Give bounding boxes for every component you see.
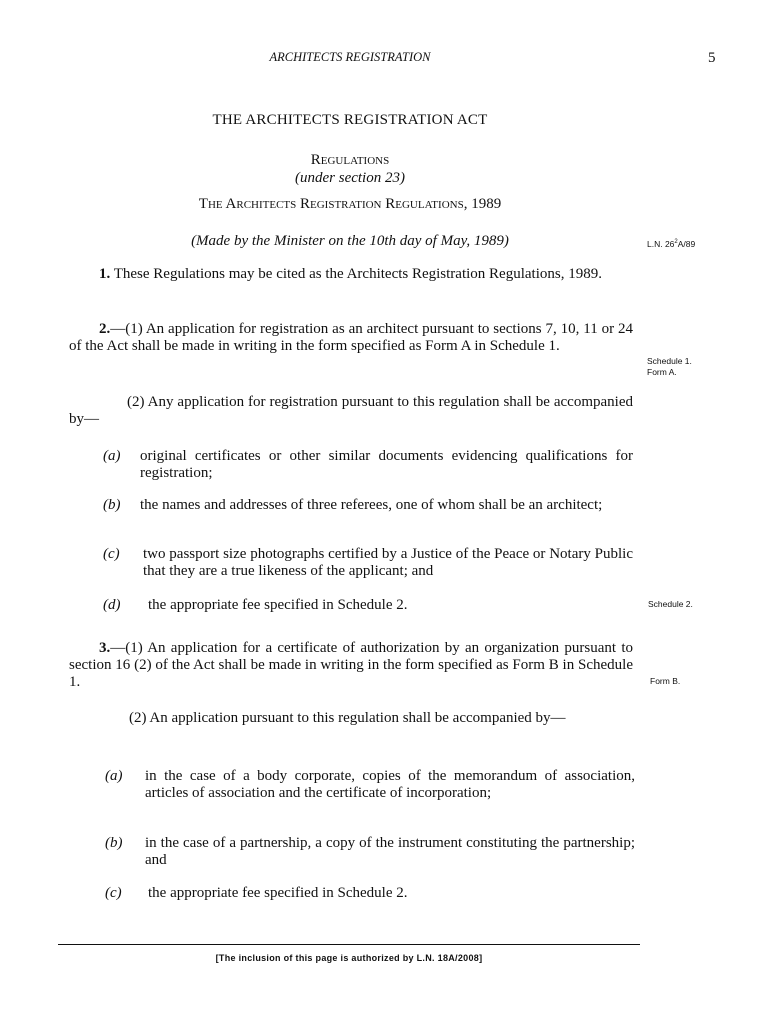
regulation-2-sub2: (2) Any application for registration pursuant to this regulation shall be accompanied by—: [69, 394, 633, 427]
regulation-3-item-c: [105, 885, 635, 903]
margin-note-form-a: Form A.: [647, 367, 677, 377]
regulation-2-item-d: [103, 597, 633, 615]
regulations-heading: Regulations: [310, 152, 390, 168]
regulation-2-number: 2.: [99, 321, 111, 337]
regulation-2-sub1: [69, 321, 633, 355]
running-header: ARCHITECTS REGISTRATION: [269, 50, 431, 64]
regulation-3-sub1-text: An application for a certificate of authorization by an organization pursuant to section 16 (2) of the Act shall be made in writing in the form specified as Form B in Schedule 1.: [69, 640, 633, 690]
under-section-note: (under section 23): [295, 170, 405, 186]
regulations-title: The Architects Registration Regulations, 1989: [198, 196, 502, 212]
footer-authorization-note: [The inclusion of this page is authorized by L.N. 18A/2008]: [215, 953, 483, 963]
regulation-1-number: 1.: [99, 266, 111, 282]
item-label: (a): [105, 768, 123, 784]
regulation-1: [69, 266, 633, 283]
item-text: the appropriate fee specified in Schedule 2.: [148, 885, 408, 901]
margin-note-ln-sup: 2: [674, 239, 678, 245]
margin-note-ln-text: L.N. 26: [647, 238, 675, 249]
item-text: in the case of a partnership, a copy of the instrument constituting the partnership; and: [145, 835, 635, 868]
page-number: 5: [708, 50, 716, 66]
regulation-3-sub1: [69, 640, 633, 691]
item-label: (c): [103, 546, 120, 562]
margin-note-ln-tail: A/89: [677, 238, 696, 249]
regulation-2-item-c: [103, 546, 633, 582]
made-by-note: (Made by the Minister on the 10th day of May, 1989): [191, 233, 509, 249]
regulation-2-item-b: [103, 497, 633, 533]
regulation-3-sub2: (2) An application pursuant to this regulation shall be accompanied by—: [129, 710, 566, 726]
item-text: in the case of a body corporate, copies of the memorandum of association, articles of association and the certificate of incorporation;: [145, 768, 635, 801]
item-label: (c): [105, 885, 122, 901]
item-label: (a): [103, 448, 121, 464]
regulation-3-number: 3.: [99, 640, 111, 656]
regulation-3-sub1-prefix: —(1): [110, 640, 143, 656]
act-title: THE ARCHITECTS REGISTRATION ACT: [212, 112, 488, 128]
regulation-2-sub1-text: An application for registration as an architect pursuant to sections 7, 10, 11 or 24 of the Act shall be made in writing in the form specified as Form A in Schedule 1.: [69, 321, 633, 354]
item-label: (b): [103, 497, 121, 513]
item-text: the names and addresses of three referees, one of whom shall be an architect;: [140, 497, 603, 513]
regulation-3-item-a: [105, 768, 635, 822]
item-label: (b): [105, 835, 123, 851]
regulation-1-text: These Regulations may be cited as the Architects Registration Regulations, 1989.: [113, 266, 602, 282]
item-text: original certificates or other similar documents evidencing qualifications for registration;: [140, 448, 633, 481]
regulation-3-item-b: [105, 835, 635, 871]
margin-note-schedule2: Schedule 2.: [648, 599, 693, 609]
regulation-2-item-a: [103, 448, 633, 484]
margin-note-form-b: Form B.: [650, 676, 681, 686]
item-label: (d): [103, 597, 121, 613]
footer-rule: [58, 944, 640, 945]
item-text: the appropriate fee specified in Schedule 2.: [148, 597, 408, 613]
regulation-2-sub1-prefix: —(1): [110, 321, 143, 337]
margin-note-schedule1: Schedule 1.: [647, 356, 692, 366]
margin-note-ln: [647, 237, 695, 250]
item-text: two passport size photographs certified by a Justice of the Peace or Notary Public that they are a true likeness of the applicant; and: [143, 546, 633, 579]
